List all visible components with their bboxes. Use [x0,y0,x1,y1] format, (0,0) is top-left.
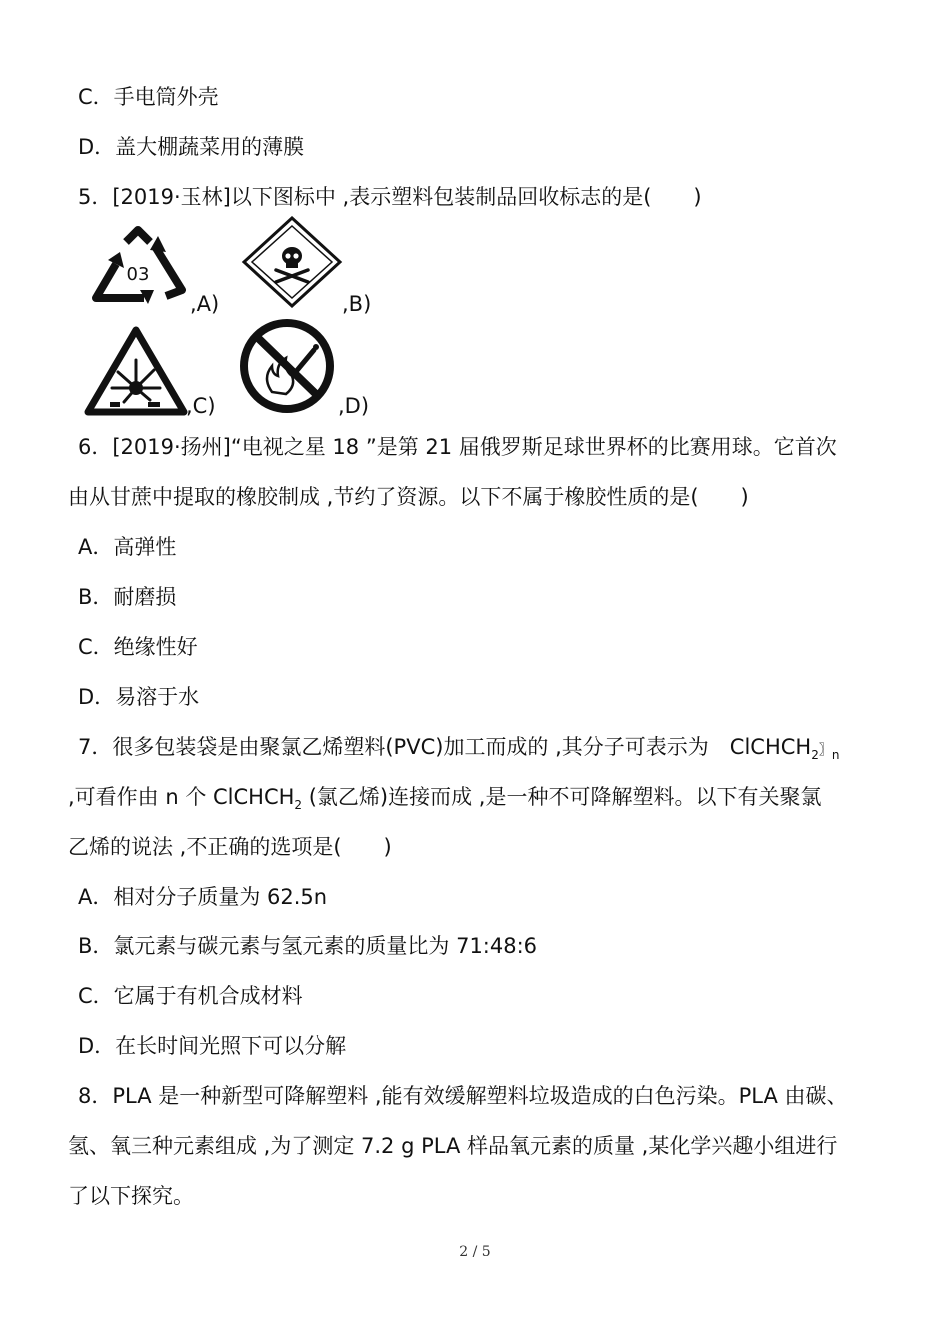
q6-stem-line2: 由从甘蔗中提取的橡胶制成 ,节约了资源。以下不属于橡胶性质的是( ) [68,485,749,509]
q7-line2-subscript: 2 [294,798,303,813]
q7-stem-line1 [78,732,839,770]
q5-stem: 5．[2019·玉林]以下图标中 ,表示塑料包装制品回收标志的是( ) [78,185,702,209]
q4-option-d: D．盖大棚蔬菜用的薄膜 [78,135,305,159]
q7-stem-line3: 乙烯的说法 ,不正确的选项是( ) [68,835,392,859]
q6-option-c: C．绝缘性好 [78,635,198,659]
q4-option-c: C．手电筒外壳 [78,85,219,109]
q6-option-b: B．耐磨损 [78,585,177,609]
q7-option-a: A．相对分子质量为 62.5n [78,885,328,909]
q7-stem-line2 [68,782,821,820]
recycling-number: 03 [126,264,150,285]
option-a-label: ,A) [190,292,220,316]
page-number: 2 / 5 [459,1244,491,1260]
q7-option-b: B．氯元素与碳元素与氢元素的质量比为 71:48:6 [78,934,538,958]
option-b-label: ,B) [342,292,372,316]
q7-option-c: C．它属于有机合成材料 [78,984,303,1008]
q7-line2-pre: ,可看作由 n 个 ClCHCH [68,785,295,809]
q8-stem-line3: 了以下探究。 [68,1184,194,1208]
q6-stem-line1: 6．[2019·扬州]“电视之星 18 ”是第 21 届俄罗斯足球世界杯的比赛用球。它首次 [78,435,837,459]
q6-option-a: A．高弹性 [78,535,177,559]
q7-line2-post: (氯乙烯)连接而成 ,是一种不可降解塑料。以下有关聚氯 [302,785,822,809]
explosive-icon [84,326,188,416]
q7-line1-subscript: 2 [811,748,819,763]
option-d-label: ,D) [338,394,370,418]
q8-stem-line2: 氢、氧三种元素组成 ,为了测定 7.2 g PLA 样品氧元素的质量 ,某化学兴趣小组进行 [68,1134,838,1158]
recycling-icon [86,224,190,306]
q8-stem-line1: 8．PLA 是一种新型可降解塑料 ,能有效缓解塑料垃圾造成的白色污染。PLA 由碳、 [78,1084,848,1108]
q7-option-d: D．在长时间光照下可以分解 [78,1034,347,1058]
q7-line1-text: 7．很多包装袋是由聚氯乙烯塑料(PVC)加工而成的 ,其分子可表示为 ClCHCH [78,735,812,759]
q6-option-d: D．易溶于水 [78,685,200,709]
toxic-icon [240,216,344,308]
q7-line1-n: n [831,748,840,763]
option-c-label: ,C) [186,394,216,418]
no-fire-icon [236,318,338,414]
q7-line1-bracket: 〗 [818,743,832,758]
